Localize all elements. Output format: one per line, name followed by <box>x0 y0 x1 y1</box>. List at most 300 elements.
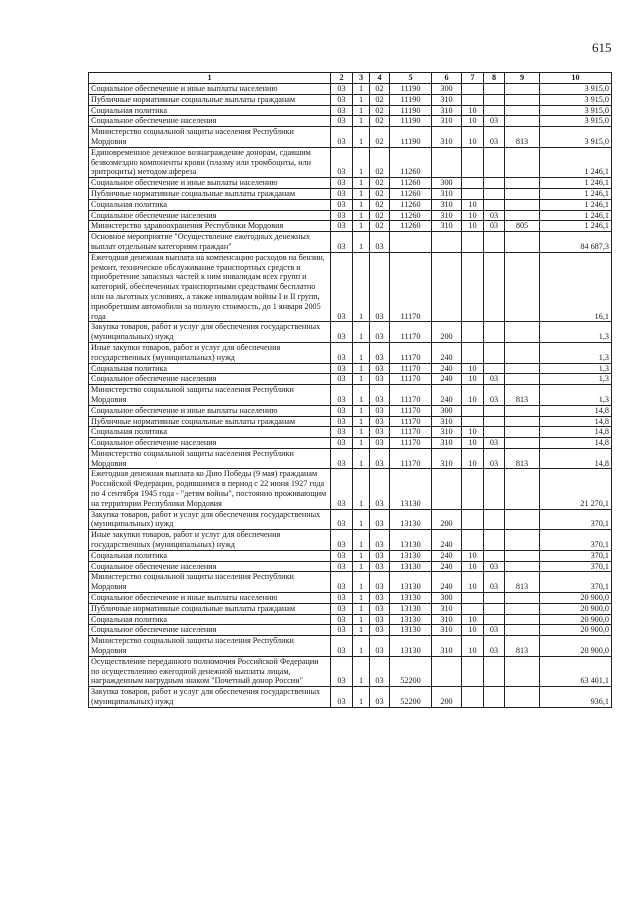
amount-cell: 370,1 <box>540 561 612 572</box>
code-direction-cell: 11170 <box>390 405 432 416</box>
amount-cell: 14,8 <box>540 416 612 427</box>
code-expense-type-cell: 310 <box>432 438 462 449</box>
code-expense-type-cell: 310 <box>432 625 462 636</box>
code-subsection-cell: 03 <box>484 572 505 593</box>
amount-cell: 3 915,0 <box>540 105 612 116</box>
code-expense-type-cell: 240 <box>432 550 462 561</box>
code-expense-type-cell: 310 <box>432 199 462 210</box>
item-name-cell: Социальная политика <box>89 363 331 374</box>
amount-cell: 370,1 <box>540 550 612 561</box>
amount-cell: 1 246,1 <box>540 210 612 221</box>
code-subprogram-cell: 1 <box>353 178 370 189</box>
item-name-cell: Социальное обеспечение населения <box>89 561 331 572</box>
code-subsection-cell <box>484 322 505 343</box>
budget-table <box>88 72 612 708</box>
code-expense-type-cell: 240 <box>432 342 462 363</box>
code-section-cell: 10 <box>462 374 484 385</box>
column-header-9: 9 <box>505 73 540 84</box>
code-activity-cell: 03 <box>370 385 390 406</box>
code-program-cell: 03 <box>331 232 353 253</box>
code-subprogram-cell: 1 <box>353 374 370 385</box>
code-expense-type-cell: 240 <box>432 572 462 593</box>
item-name-cell: Министерство здравоохранения Республики Мордовия <box>89 221 331 232</box>
code-ministry-cell <box>505 614 540 625</box>
code-subsection-cell <box>484 94 505 105</box>
table-row <box>89 232 612 253</box>
code-direction-cell: 11170 <box>390 385 432 406</box>
code-direction-cell: 13130 <box>390 530 432 551</box>
code-direction-cell: 11190 <box>390 94 432 105</box>
code-subsection-cell <box>484 342 505 363</box>
amount-cell: 14,8 <box>540 448 612 469</box>
code-activity-cell: 02 <box>370 127 390 148</box>
code-subprogram-cell: 1 <box>353 656 370 686</box>
table-row <box>89 374 612 385</box>
code-activity-cell: 03 <box>370 469 390 509</box>
code-section-cell: 10 <box>462 363 484 374</box>
code-section-cell: 10 <box>462 199 484 210</box>
column-header-3: 3 <box>353 73 370 84</box>
code-expense-type-cell: 240 <box>432 363 462 374</box>
item-name-cell: Министерство социальной защиты населения Республики Мордовия <box>89 448 331 469</box>
code-activity-cell: 02 <box>370 116 390 127</box>
item-name-cell: Публичные нормативные социальные выплаты гражданам <box>89 603 331 614</box>
amount-cell: 936,1 <box>540 687 612 708</box>
code-section-cell <box>462 530 484 551</box>
code-expense-type-cell: 300 <box>432 84 462 95</box>
code-subprogram-cell: 1 <box>353 427 370 438</box>
code-section-cell <box>462 322 484 343</box>
code-program-cell: 03 <box>331 572 353 593</box>
code-subsection-cell <box>484 105 505 116</box>
code-ministry-cell <box>505 593 540 604</box>
code-section-cell: 10 <box>462 127 484 148</box>
amount-cell: 21 270,1 <box>540 469 612 509</box>
item-name-cell: Социальная политика <box>89 427 331 438</box>
code-activity-cell: 03 <box>370 374 390 385</box>
code-expense-type-cell: 240 <box>432 374 462 385</box>
code-program-cell: 03 <box>331 221 353 232</box>
code-subsection-cell: 03 <box>484 374 505 385</box>
code-program-cell: 03 <box>331 593 353 604</box>
amount-cell: 14,8 <box>540 438 612 449</box>
column-header-7: 7 <box>462 73 484 84</box>
code-subsection-cell <box>484 603 505 614</box>
code-program-cell: 03 <box>331 656 353 686</box>
column-header-4: 4 <box>370 73 390 84</box>
code-direction-cell: 11260 <box>390 188 432 199</box>
code-expense-type-cell <box>432 232 462 253</box>
table-row <box>89 509 612 530</box>
code-subprogram-cell: 1 <box>353 572 370 593</box>
code-program-cell: 03 <box>331 105 353 116</box>
code-expense-type-cell: 200 <box>432 687 462 708</box>
code-program-cell: 03 <box>331 603 353 614</box>
code-program-cell: 03 <box>331 127 353 148</box>
code-subprogram-cell: 1 <box>353 105 370 116</box>
column-header-6: 6 <box>432 73 462 84</box>
code-activity-cell: 03 <box>370 656 390 686</box>
code-ministry-cell <box>505 509 540 530</box>
code-ministry-cell <box>505 550 540 561</box>
code-direction-cell <box>390 232 432 253</box>
table-row <box>89 385 612 406</box>
code-program-cell: 03 <box>331 636 353 657</box>
code-section-cell <box>462 94 484 105</box>
code-direction-cell: 13130 <box>390 625 432 636</box>
code-subsection-cell <box>484 199 505 210</box>
table-row <box>89 530 612 551</box>
table-row <box>89 342 612 363</box>
amount-cell: 20 900,0 <box>540 603 612 614</box>
code-ministry-cell <box>505 530 540 551</box>
code-section-cell <box>462 147 484 177</box>
code-ministry-cell <box>505 342 540 363</box>
table-row <box>89 416 612 427</box>
code-subsection-cell: 03 <box>484 625 505 636</box>
item-name-cell: Социальная политика <box>89 614 331 625</box>
code-direction-cell: 11260 <box>390 199 432 210</box>
code-subprogram-cell: 1 <box>353 448 370 469</box>
code-direction-cell: 11170 <box>390 427 432 438</box>
code-direction-cell: 13130 <box>390 572 432 593</box>
item-name-cell: Публичные нормативные социальные выплаты гражданам <box>89 416 331 427</box>
code-program-cell: 03 <box>331 416 353 427</box>
code-expense-type-cell: 310 <box>432 116 462 127</box>
code-subprogram-cell: 1 <box>353 385 370 406</box>
amount-cell: 14,8 <box>540 427 612 438</box>
table-row <box>89 178 612 189</box>
code-activity-cell: 02 <box>370 105 390 116</box>
code-direction-cell: 13130 <box>390 636 432 657</box>
code-expense-type-cell: 310 <box>432 221 462 232</box>
code-expense-type-cell: 310 <box>432 105 462 116</box>
amount-cell: 1,3 <box>540 363 612 374</box>
code-ministry-cell <box>505 232 540 253</box>
code-subprogram-cell: 1 <box>353 342 370 363</box>
code-activity-cell: 03 <box>370 593 390 604</box>
item-name-cell: Публичные нормативные социальные выплаты гражданам <box>89 188 331 199</box>
code-ministry-cell: 813 <box>505 448 540 469</box>
code-program-cell: 03 <box>331 374 353 385</box>
code-ministry-cell <box>505 656 540 686</box>
code-section-cell: 10 <box>462 561 484 572</box>
code-subsection-cell: 03 <box>484 448 505 469</box>
code-subprogram-cell: 1 <box>353 322 370 343</box>
code-subsection-cell: 03 <box>484 127 505 148</box>
item-name-cell: Социальная политика <box>89 550 331 561</box>
item-name-cell: Министерство социальной защиты населения Республики Мордовия <box>89 572 331 593</box>
table-row <box>89 116 612 127</box>
item-name-cell: Иные закупки товаров, работ и услуг для обеспечения государственных (муниципальных) нужд <box>89 530 331 551</box>
code-expense-type-cell: 200 <box>432 509 462 530</box>
item-name-cell: Социальное обеспечение населения <box>89 210 331 221</box>
table-row <box>89 469 612 509</box>
code-activity-cell: 02 <box>370 199 390 210</box>
item-name-cell: Социальное обеспечение населения <box>89 374 331 385</box>
code-program-cell: 03 <box>331 210 353 221</box>
code-subprogram-cell: 1 <box>353 405 370 416</box>
code-activity-cell: 03 <box>370 232 390 253</box>
code-subprogram-cell: 1 <box>353 561 370 572</box>
code-activity-cell: 02 <box>370 221 390 232</box>
code-activity-cell: 03 <box>370 509 390 530</box>
code-section-cell <box>462 469 484 509</box>
code-expense-type-cell: 310 <box>432 448 462 469</box>
code-expense-type-cell: 310 <box>432 636 462 657</box>
code-subprogram-cell: 1 <box>353 252 370 322</box>
code-program-cell: 03 <box>331 199 353 210</box>
code-ministry-cell <box>505 210 540 221</box>
amount-cell: 3 915,0 <box>540 116 612 127</box>
code-direction-cell: 11170 <box>390 374 432 385</box>
code-activity-cell: 03 <box>370 342 390 363</box>
code-activity-cell: 03 <box>370 614 390 625</box>
code-program-cell: 03 <box>331 530 353 551</box>
code-subprogram-cell: 1 <box>353 438 370 449</box>
code-program-cell: 03 <box>331 614 353 625</box>
code-direction-cell: 11190 <box>390 116 432 127</box>
code-ministry-cell <box>505 687 540 708</box>
code-direction-cell: 11260 <box>390 178 432 189</box>
code-subsection-cell <box>484 363 505 374</box>
code-section-cell: 10 <box>462 636 484 657</box>
code-direction-cell: 11190 <box>390 105 432 116</box>
column-header-1: 1 <box>89 73 331 84</box>
code-ministry-cell <box>505 561 540 572</box>
code-activity-cell: 02 <box>370 147 390 177</box>
code-expense-type-cell: 300 <box>432 405 462 416</box>
code-ministry-cell <box>505 427 540 438</box>
code-subprogram-cell: 1 <box>353 625 370 636</box>
code-expense-type-cell: 310 <box>432 210 462 221</box>
code-direction-cell: 13130 <box>390 593 432 604</box>
code-subprogram-cell: 1 <box>353 416 370 427</box>
code-subsection-cell: 03 <box>484 561 505 572</box>
table-row <box>89 322 612 343</box>
code-activity-cell: 03 <box>370 416 390 427</box>
table-row <box>89 199 612 210</box>
code-section-cell: 10 <box>462 210 484 221</box>
table-row <box>89 405 612 416</box>
code-activity-cell: 02 <box>370 210 390 221</box>
code-subsection-cell <box>484 188 505 199</box>
code-expense-type-cell: 310 <box>432 188 462 199</box>
code-program-cell: 03 <box>331 363 353 374</box>
code-section-cell <box>462 603 484 614</box>
code-direction-cell: 11170 <box>390 416 432 427</box>
code-expense-type-cell: 310 <box>432 614 462 625</box>
code-ministry-cell <box>505 363 540 374</box>
code-expense-type-cell <box>432 252 462 322</box>
table-row <box>89 614 612 625</box>
code-expense-type-cell: 310 <box>432 427 462 438</box>
item-name-cell: Социальная политика <box>89 199 331 210</box>
code-ministry-cell <box>505 105 540 116</box>
code-ministry-cell: 813 <box>505 127 540 148</box>
code-direction-cell: 13130 <box>390 509 432 530</box>
code-direction-cell: 13130 <box>390 603 432 614</box>
table-row <box>89 572 612 593</box>
amount-cell: 3 915,0 <box>540 127 612 148</box>
code-section-cell <box>462 342 484 363</box>
amount-cell: 20 900,0 <box>540 614 612 625</box>
code-program-cell: 03 <box>331 561 353 572</box>
code-subsection-cell <box>484 147 505 177</box>
item-name-cell: Публичные нормативные социальные выплаты гражданам <box>89 94 331 105</box>
code-subsection-cell <box>484 614 505 625</box>
code-program-cell: 03 <box>331 509 353 530</box>
code-subsection-cell <box>484 252 505 322</box>
amount-cell: 84 687,3 <box>540 232 612 253</box>
code-subprogram-cell: 1 <box>353 232 370 253</box>
code-ministry-cell <box>505 188 540 199</box>
code-subsection-cell <box>484 232 505 253</box>
table-row <box>89 550 612 561</box>
code-direction-cell: 11170 <box>390 448 432 469</box>
code-section-cell: 10 <box>462 385 484 406</box>
code-activity-cell: 03 <box>370 625 390 636</box>
code-ministry-cell <box>505 94 540 105</box>
code-section-cell: 10 <box>462 116 484 127</box>
amount-cell: 14,8 <box>540 405 612 416</box>
code-direction-cell: 11260 <box>390 147 432 177</box>
table-row <box>89 94 612 105</box>
amount-cell: 1,3 <box>540 374 612 385</box>
code-subprogram-cell: 1 <box>353 147 370 177</box>
code-program-cell: 03 <box>331 438 353 449</box>
code-subsection-cell <box>484 405 505 416</box>
code-ministry-cell: 805 <box>505 221 540 232</box>
code-activity-cell: 03 <box>370 405 390 416</box>
code-activity-cell: 03 <box>370 687 390 708</box>
code-program-cell: 03 <box>331 448 353 469</box>
code-ministry-cell <box>505 147 540 177</box>
code-section-cell: 10 <box>462 625 484 636</box>
table-row <box>89 656 612 686</box>
amount-cell: 20 900,0 <box>540 625 612 636</box>
code-subprogram-cell: 1 <box>353 84 370 95</box>
item-name-cell: Единовременное денежное вознаграждение донорам, сдавшим безвозмездно компоненты крови (плазму или тромбоциты, или эритроциты) методом афереза <box>89 147 331 177</box>
amount-cell: 63 401,1 <box>540 656 612 686</box>
code-direction-cell: 11170 <box>390 342 432 363</box>
code-activity-cell: 03 <box>370 438 390 449</box>
code-program-cell: 03 <box>331 427 353 438</box>
code-activity-cell: 03 <box>370 572 390 593</box>
code-direction-cell: 11190 <box>390 84 432 95</box>
code-subsection-cell <box>484 469 505 509</box>
amount-cell: 3 915,0 <box>540 94 612 105</box>
table-row <box>89 687 612 708</box>
code-expense-type-cell <box>432 656 462 686</box>
item-name-cell: Министерство социальной защиты населения Республики Мордовия <box>89 127 331 148</box>
code-activity-cell: 03 <box>370 561 390 572</box>
code-subprogram-cell: 1 <box>353 614 370 625</box>
table-row <box>89 363 612 374</box>
code-subsection-cell <box>484 656 505 686</box>
table-row <box>89 210 612 221</box>
table-row <box>89 188 612 199</box>
code-ministry-cell: 813 <box>505 636 540 657</box>
code-subsection-cell <box>484 509 505 530</box>
code-direction-cell: 13130 <box>390 561 432 572</box>
code-section-cell <box>462 252 484 322</box>
code-direction-cell: 13130 <box>390 614 432 625</box>
code-subsection-cell: 03 <box>484 438 505 449</box>
code-section-cell <box>462 416 484 427</box>
code-section-cell: 10 <box>462 614 484 625</box>
table-row <box>89 105 612 116</box>
code-ministry-cell <box>505 438 540 449</box>
item-name-cell: Ежегодная денежная выплата на компенсацию расходов на бензин, ремонт, техническое обслуживание транспортных средств и приобретение запасных частей к ним инвалидам всех групп и категорий, обеспеченных транспортными средствами бесплатно или на льготных условиях, а также инвалидам войны I и II групп, приобретшим автомобили за полную стоимость, до 1 января 2005 года <box>89 252 331 322</box>
amount-cell: 3 915,0 <box>540 84 612 95</box>
code-section-cell <box>462 84 484 95</box>
code-expense-type-cell: 240 <box>432 385 462 406</box>
code-subprogram-cell: 1 <box>353 687 370 708</box>
amount-cell: 370,1 <box>540 572 612 593</box>
code-subsection-cell <box>484 687 505 708</box>
amount-cell: 1,3 <box>540 342 612 363</box>
code-subprogram-cell: 1 <box>353 210 370 221</box>
item-name-cell: Иные закупки товаров, работ и услуг для обеспечения государственных (муниципальных) нужд <box>89 342 331 363</box>
code-program-cell: 03 <box>331 687 353 708</box>
code-subprogram-cell: 1 <box>353 593 370 604</box>
code-subsection-cell <box>484 550 505 561</box>
code-expense-type-cell: 240 <box>432 530 462 551</box>
amount-cell: 16,1 <box>540 252 612 322</box>
code-subprogram-cell: 1 <box>353 550 370 561</box>
item-name-cell: Закупка товаров, работ и услуг для обеспечения государственных (муниципальных) нужд <box>89 509 331 530</box>
code-subprogram-cell: 1 <box>353 127 370 148</box>
amount-cell: 1 246,1 <box>540 188 612 199</box>
table-row <box>89 593 612 604</box>
code-ministry-cell <box>505 116 540 127</box>
item-name-cell: Министерство социальной защиты населения Республики Мордовия <box>89 385 331 406</box>
code-program-cell: 03 <box>331 625 353 636</box>
code-section-cell <box>462 188 484 199</box>
code-direction-cell: 11170 <box>390 363 432 374</box>
column-header-2: 2 <box>331 73 353 84</box>
code-direction-cell: 52200 <box>390 687 432 708</box>
table-body <box>89 84 612 708</box>
code-section-cell: 10 <box>462 105 484 116</box>
table-row <box>89 625 612 636</box>
code-direction-cell: 11260 <box>390 210 432 221</box>
amount-cell: 1,3 <box>540 385 612 406</box>
code-activity-cell: 02 <box>370 178 390 189</box>
code-expense-type-cell: 310 <box>432 416 462 427</box>
table-row <box>89 448 612 469</box>
code-section-cell: 10 <box>462 221 484 232</box>
amount-cell: 1 246,1 <box>540 199 612 210</box>
code-subprogram-cell: 1 <box>353 509 370 530</box>
item-name-cell: Социальное обеспечение и иные выплаты населению <box>89 405 331 416</box>
code-program-cell: 03 <box>331 342 353 363</box>
amount-cell: 1 246,1 <box>540 178 612 189</box>
code-activity-cell: 03 <box>370 636 390 657</box>
item-name-cell: Социальное обеспечение населения <box>89 116 331 127</box>
code-expense-type-cell: 310 <box>432 94 462 105</box>
code-subprogram-cell: 1 <box>353 530 370 551</box>
code-section-cell: 10 <box>462 427 484 438</box>
item-name-cell: Ежегодная денежная выплата ко Дню Победы (9 мая) гражданам Российской Федерации, родившимся в период с 22 июня 1927 года по 4 сентября 1945 года - "детям войны", постоянно проживающим на территории Республики Мордовия <box>89 469 331 509</box>
code-program-cell: 03 <box>331 188 353 199</box>
code-activity-cell: 02 <box>370 94 390 105</box>
amount-cell: 20 900,0 <box>540 636 612 657</box>
item-name-cell: Социальное обеспечение и иные выплаты населению <box>89 178 331 189</box>
code-section-cell: 10 <box>462 550 484 561</box>
code-activity-cell: 03 <box>370 252 390 322</box>
